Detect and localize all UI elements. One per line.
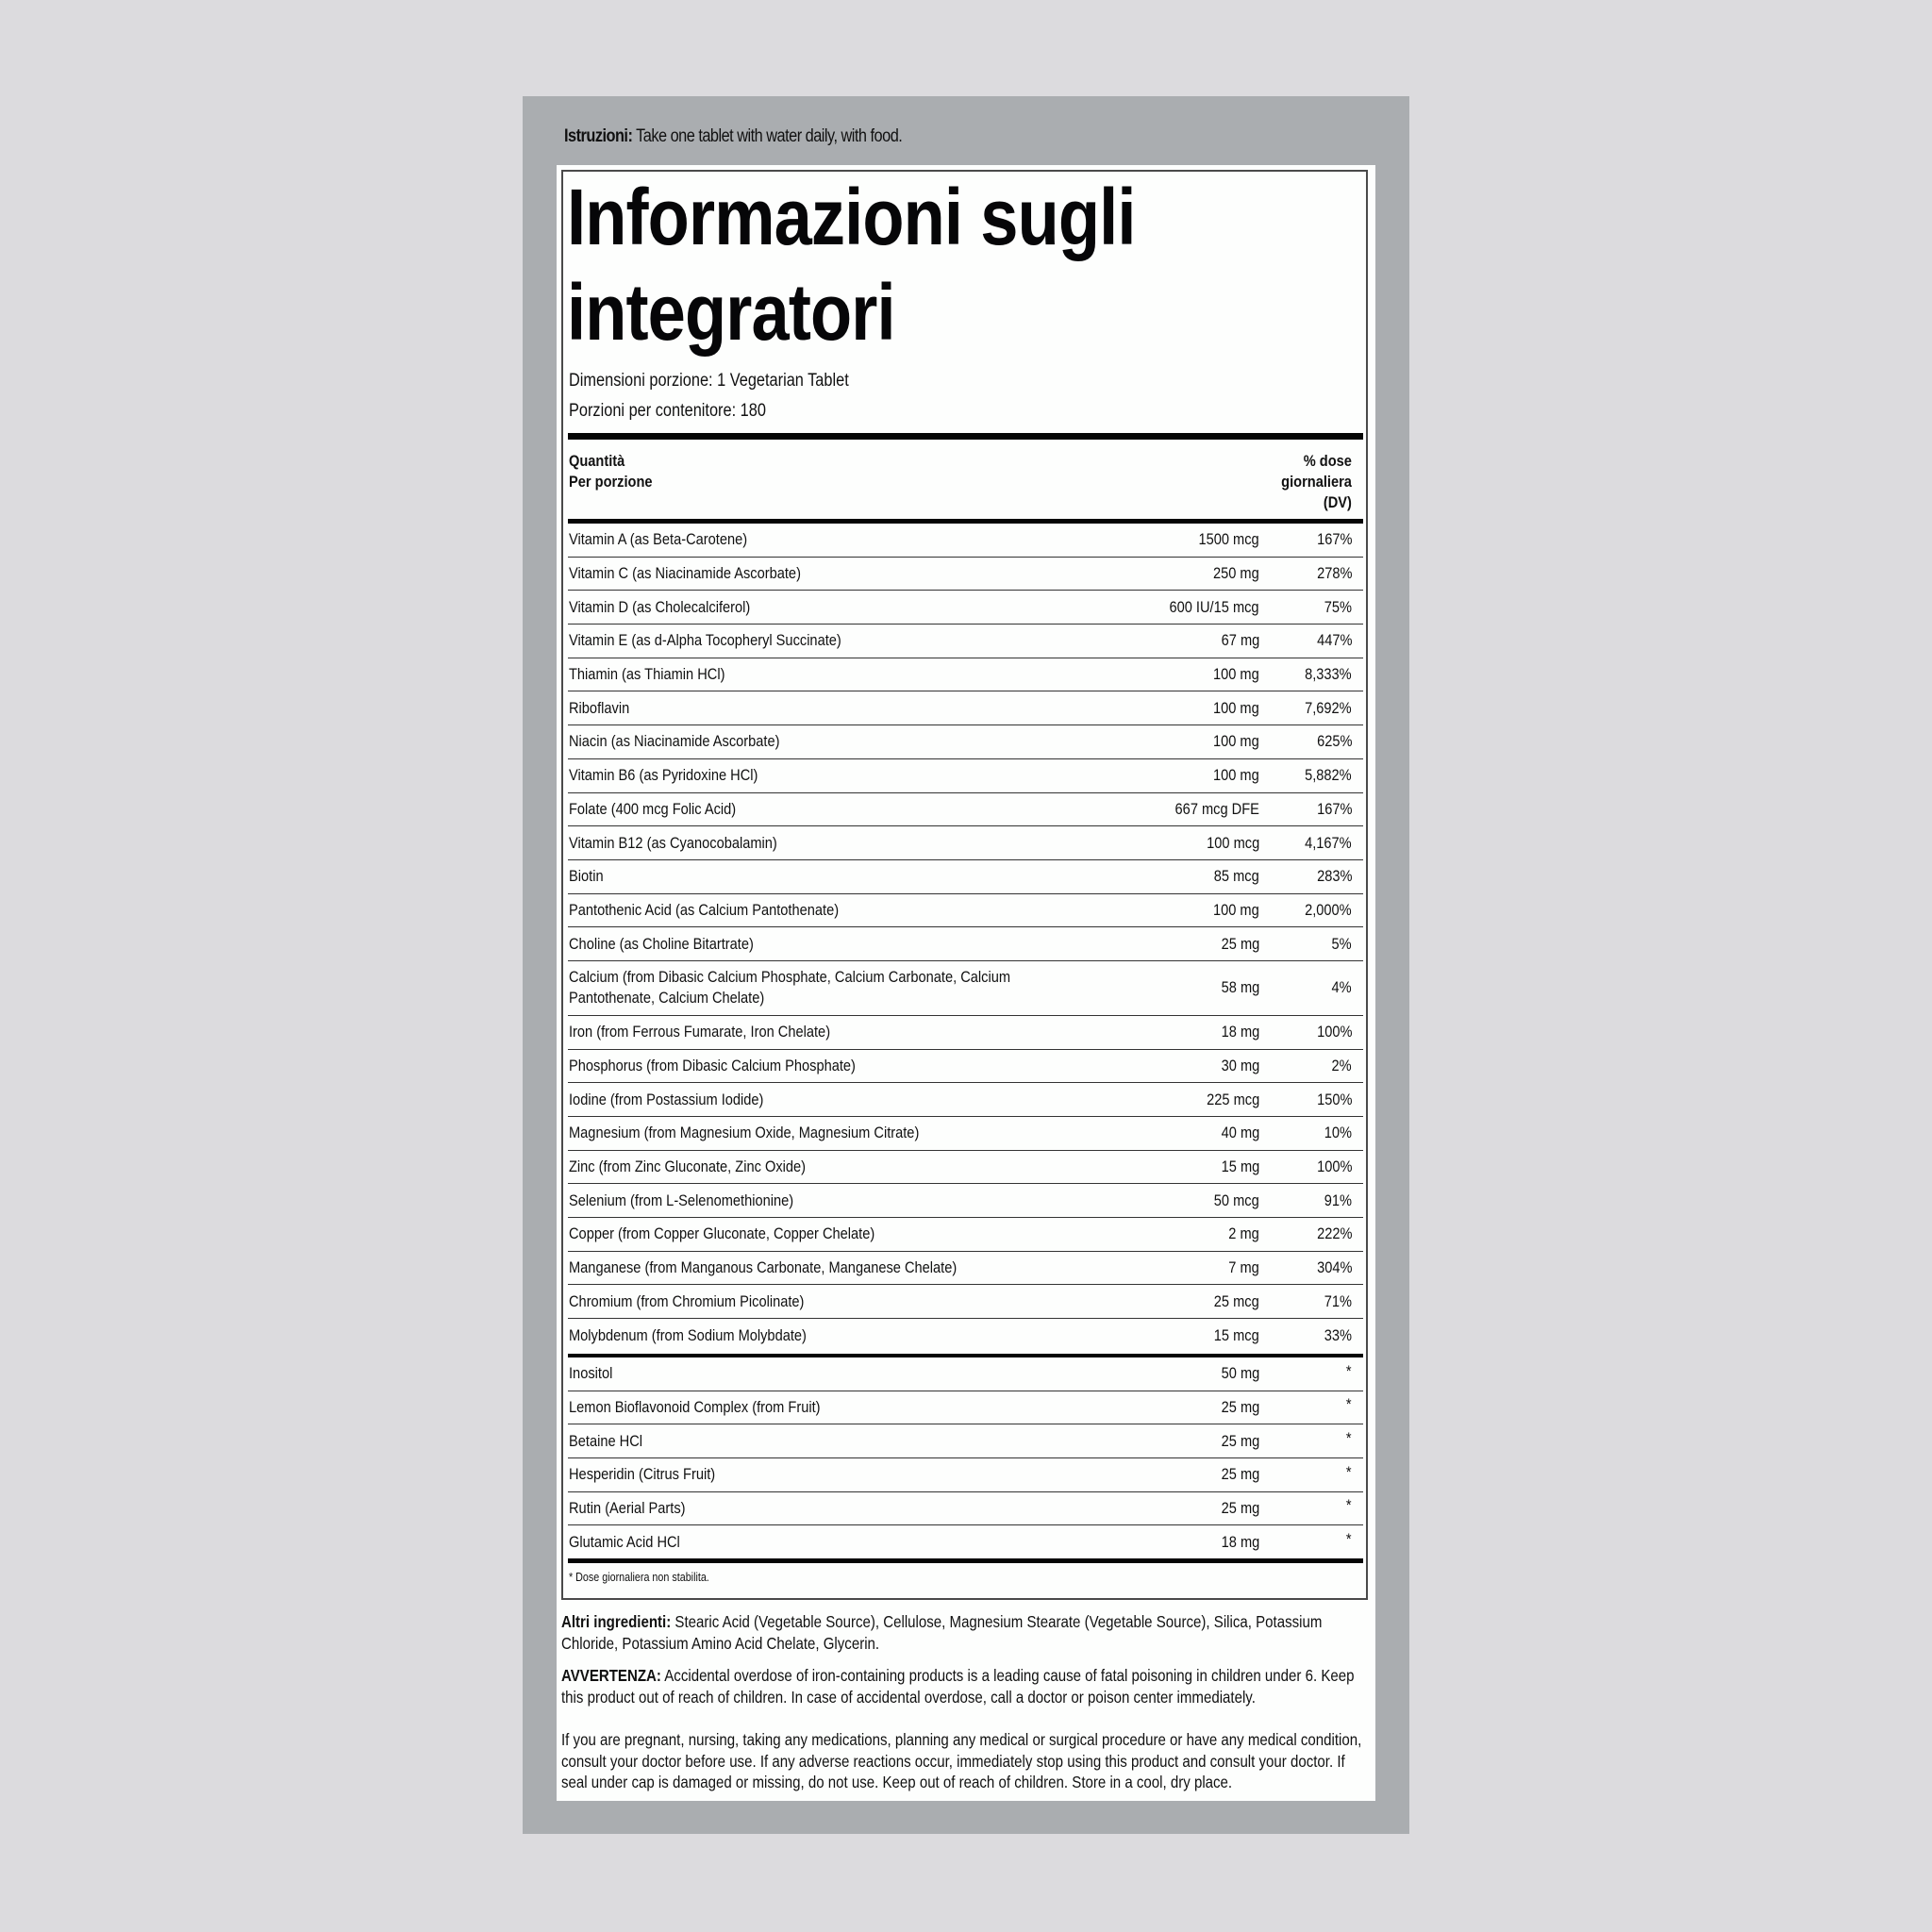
- other-ingredients-text: Stearic Acid (Vegetable Source), Cellulose, Magnesium Stearate (Vegetable Source), Silica, Potassium Chloride, Potassium Amino Acid Chelate, Glycerin.: [561, 1612, 1323, 1653]
- ingredient-dv: *: [1346, 1428, 1352, 1447]
- nutrient-amount: 15 mg: [1221, 1158, 1259, 1176]
- table-row: [568, 691, 1363, 725]
- header-amount-line1: Quantità: [569, 452, 625, 470]
- nutrient-name: Biotin: [569, 867, 604, 886]
- ingredient-dv: *: [1346, 1395, 1352, 1414]
- table-row: [568, 1391, 1363, 1425]
- table-row: [568, 927, 1363, 961]
- divider-thick: [568, 433, 1363, 440]
- nutrient-name: Magnesium (from Magnesium Oxide, Magnesium Citrate): [569, 1124, 920, 1142]
- nutrient-name: Pantothenic Acid (as Calcium Pantothenate): [569, 900, 840, 919]
- nutrient-dv: 167%: [1316, 530, 1352, 549]
- table-row: [568, 1424, 1363, 1458]
- divider-bottom: [568, 1558, 1363, 1563]
- nutrient-name: Manganese (from Manganous Carbonate, Manganese Chelate): [569, 1258, 958, 1277]
- nutrient-dv: 625%: [1316, 732, 1352, 751]
- ingredient-dv: *: [1346, 1462, 1352, 1481]
- table-row: [568, 1117, 1363, 1151]
- nutrient-name: Choline (as Choline Bitartrate): [569, 934, 754, 953]
- nutrient-amount: 100 mg: [1213, 900, 1259, 919]
- directions-text: Take one tablet with water daily, with food.: [632, 126, 903, 146]
- header-dv-line2: giornaliera: [1281, 473, 1352, 491]
- table-row: [568, 860, 1363, 894]
- table-row: [568, 625, 1363, 658]
- nutrient-amount: 25 mcg: [1214, 1291, 1259, 1310]
- table-row: [568, 894, 1363, 928]
- ingredient-name: Lemon Bioflavonoid Complex (from Fruit): [569, 1398, 821, 1417]
- daily-value-header: [1281, 451, 1352, 513]
- ingredient-dv: *: [1346, 1530, 1352, 1549]
- nutrient-name: Chromium (from Chromium Picolinate): [569, 1291, 805, 1310]
- nutrient-name: Selenium (from L-Selenomethionine): [569, 1191, 794, 1209]
- nutrient-dv: 5%: [1331, 934, 1352, 953]
- title-line-1: Informazioni sugli: [567, 173, 1136, 261]
- nutrient-dv: 4%: [1331, 978, 1352, 997]
- servings-per-container: Porzioni per contenitore: 180: [569, 401, 766, 421]
- nutrient-amount: 250 mg: [1213, 564, 1259, 583]
- nutrient-amount: 100 mg: [1213, 698, 1259, 717]
- nutrient-amount: 7 mg: [1228, 1258, 1259, 1277]
- nutrient-name: Niacin (as Niacinamide Ascorbate): [569, 732, 780, 751]
- warning-label: AVVERTENZA:: [561, 1666, 661, 1685]
- nutrient-amount: 2 mg: [1228, 1224, 1259, 1243]
- nutrient-amount: 100 mg: [1213, 665, 1259, 684]
- ingredient-name: Inositol: [569, 1364, 613, 1383]
- table-row: [568, 1357, 1363, 1391]
- ingredient-name: Glutamic Acid HCl: [569, 1533, 680, 1552]
- nutrient-amount: 15 mcg: [1214, 1325, 1259, 1344]
- title-line-2: integratori: [567, 268, 895, 357]
- nutrient-amount: 40 mg: [1221, 1124, 1259, 1142]
- table-row: [568, 725, 1363, 759]
- nutrient-name: Zinc (from Zinc Gluconate, Zinc Oxide): [569, 1158, 807, 1176]
- nutrient-amount: 18 mg: [1221, 1023, 1259, 1041]
- table-row: [568, 1184, 1363, 1218]
- table-row: [568, 558, 1363, 591]
- nutrient-name: Copper (from Copper Gluconate, Copper Chelate): [569, 1224, 875, 1243]
- nutrient-dv: 91%: [1324, 1191, 1352, 1209]
- table-row: [568, 524, 1363, 558]
- nutrient-name: Folate (400 mcg Folic Acid): [569, 799, 737, 818]
- directions-label: Istruzioni:: [564, 126, 633, 146]
- ingredient-dv: *: [1346, 1496, 1352, 1515]
- nutrient-dv: 447%: [1316, 631, 1352, 650]
- nutrient-amount: 25 mg: [1221, 934, 1259, 953]
- supplement-facts-title: [567, 170, 1297, 360]
- nutrient-dv: 71%: [1324, 1291, 1352, 1310]
- nutrient-amount: 1500 mcg: [1198, 530, 1259, 549]
- ingredient-dv: *: [1346, 1361, 1352, 1380]
- table-row: [568, 658, 1363, 692]
- nutrient-name: Vitamin C (as Niacinamide Ascorbate): [569, 564, 801, 583]
- header-amount-line2: Per porzione: [569, 473, 653, 491]
- nutrient-amount: 85 mcg: [1214, 867, 1259, 886]
- table-row: [568, 826, 1363, 860]
- directions: [564, 126, 902, 147]
- nutrient-amount: 58 mg: [1221, 978, 1259, 997]
- other-ingredients-label: Altri ingredienti:: [561, 1612, 672, 1631]
- ingredient-amount: 25 mg: [1221, 1499, 1259, 1518]
- nutrient-dv: 75%: [1324, 597, 1352, 616]
- other-ingredients: [561, 1611, 1364, 1654]
- table-row: [568, 1285, 1363, 1319]
- nutrient-amount: 67 mg: [1221, 631, 1259, 650]
- nutrient-dv: 100%: [1316, 1023, 1352, 1041]
- nutrient-dv: 100%: [1316, 1158, 1352, 1176]
- ingredient-amount: 25 mg: [1221, 1431, 1259, 1450]
- nutrient-name: Iodine (from Postassium Iodide): [569, 1090, 764, 1108]
- ingredient-amount: 25 mg: [1221, 1398, 1259, 1417]
- nutrient-name: Iron (from Ferrous Fumarate, Iron Chelate): [569, 1023, 831, 1041]
- nutrient-amount: 100 mg: [1213, 732, 1259, 751]
- nutrient-name: Riboflavin: [569, 698, 630, 717]
- ingredient-amount: 50 mg: [1221, 1364, 1259, 1383]
- table-row: [568, 1016, 1363, 1050]
- nutrient-name: Vitamin A (as Beta-Carotene): [569, 530, 748, 549]
- serving-size: Dimensioni porzione: 1 Vegetarian Tablet: [569, 371, 849, 391]
- nutrient-dv: 33%: [1324, 1325, 1352, 1344]
- nutrient-amount: 50 mcg: [1214, 1191, 1259, 1209]
- amount-per-serving-header: [569, 451, 653, 492]
- table-row: [568, 1525, 1363, 1559]
- nutrient-amount: 600 IU/15 mcg: [1169, 597, 1259, 616]
- nutrient-dv: 2,000%: [1305, 900, 1352, 919]
- ingredient-amount: 18 mg: [1221, 1533, 1259, 1552]
- warning: [561, 1665, 1364, 1707]
- table-row: [568, 1050, 1363, 1084]
- nutrient-dv: 222%: [1316, 1224, 1352, 1243]
- nutrient-dv: 8,333%: [1305, 665, 1352, 684]
- nutrient-dv: 150%: [1316, 1090, 1352, 1108]
- table-row: [568, 793, 1363, 827]
- table-row: [568, 1252, 1363, 1286]
- nutrient-name: Vitamin B12 (as Cyanocobalamin): [569, 833, 777, 852]
- nutrient-amount: 225 mcg: [1206, 1090, 1259, 1108]
- ingredient-name: Rutin (Aerial Parts): [569, 1499, 686, 1518]
- table-row: [568, 591, 1363, 625]
- nutrient-name: Vitamin D (as Cholecalciferol): [569, 597, 751, 616]
- table-row: [568, 1218, 1363, 1252]
- table-row: [568, 1492, 1363, 1526]
- nutrient-amount: 100 mg: [1213, 766, 1259, 785]
- nutrient-dv: 2%: [1331, 1056, 1352, 1074]
- header-dv-line3: (DV): [1323, 493, 1352, 511]
- table-row: [568, 759, 1363, 793]
- daily-value-footnote: * Dose giornaliera non stabilita.: [569, 1571, 709, 1584]
- nutrient-amount: 667 mcg DFE: [1174, 799, 1259, 818]
- header-dv-line1: % dose: [1303, 452, 1352, 470]
- nutrient-amount: 30 mg: [1221, 1056, 1259, 1074]
- other-actives-table: [568, 1357, 1363, 1559]
- nutrient-dv: 167%: [1316, 799, 1352, 818]
- table-row: [568, 1319, 1363, 1353]
- nutrient-dv: 278%: [1316, 564, 1352, 583]
- nutrient-name: Thiamin (as Thiamin HCl): [569, 665, 725, 684]
- nutrient-dv: 283%: [1316, 867, 1352, 886]
- nutrient-name: Phosphorus (from Dibasic Calcium Phosphate): [569, 1056, 856, 1074]
- nutrient-name: Calcium (from Dibasic Calcium Phosphate, Calcium Carbonate, Calcium Pantothenate, Calcium Chelate): [569, 968, 1011, 1008]
- ingredient-name: Betaine HCl: [569, 1431, 643, 1450]
- table-row: [568, 1151, 1363, 1185]
- nutrient-name: Vitamin B6 (as Pyridoxine HCl): [569, 766, 758, 785]
- warning-text: Accidental overdose of iron-containing products is a leading cause of fatal poisoning in children under 6. Keep this product out of reach of children. In case of accidental overdose, call a doctor or poison center immediately.: [561, 1666, 1355, 1707]
- nutrient-name: Vitamin E (as d-Alpha Tocopheryl Succinate): [569, 631, 841, 650]
- nutrient-dv: 304%: [1316, 1258, 1352, 1277]
- caution-text: If you are pregnant, nursing, taking any medications, planning any medical or surgical procedure or have any medical condition, consult your doctor before use. If any adverse reactions occur, immediately stop using this product and consult your doctor. If seal under cap is damaged or missing, do not use. Keep out of reach of children. Store in a cool, dry place.: [561, 1730, 1362, 1791]
- nutrient-dv: 7,692%: [1305, 698, 1352, 717]
- nutrient-table: [568, 524, 1363, 1353]
- table-row: [568, 1458, 1363, 1492]
- table-row: [568, 1083, 1363, 1117]
- nutrient-dv: 4,167%: [1305, 833, 1352, 852]
- ingredient-amount: 25 mg: [1221, 1465, 1259, 1484]
- nutrient-dv: 10%: [1324, 1124, 1352, 1142]
- nutrient-dv: 5,882%: [1305, 766, 1352, 785]
- ingredient-name: Hesperidin (Citrus Fruit): [569, 1465, 716, 1484]
- nutrient-amount: 100 mcg: [1206, 833, 1259, 852]
- nutrient-name: Molybdenum (from Sodium Molybdate): [569, 1325, 807, 1344]
- table-row: [568, 961, 1363, 1016]
